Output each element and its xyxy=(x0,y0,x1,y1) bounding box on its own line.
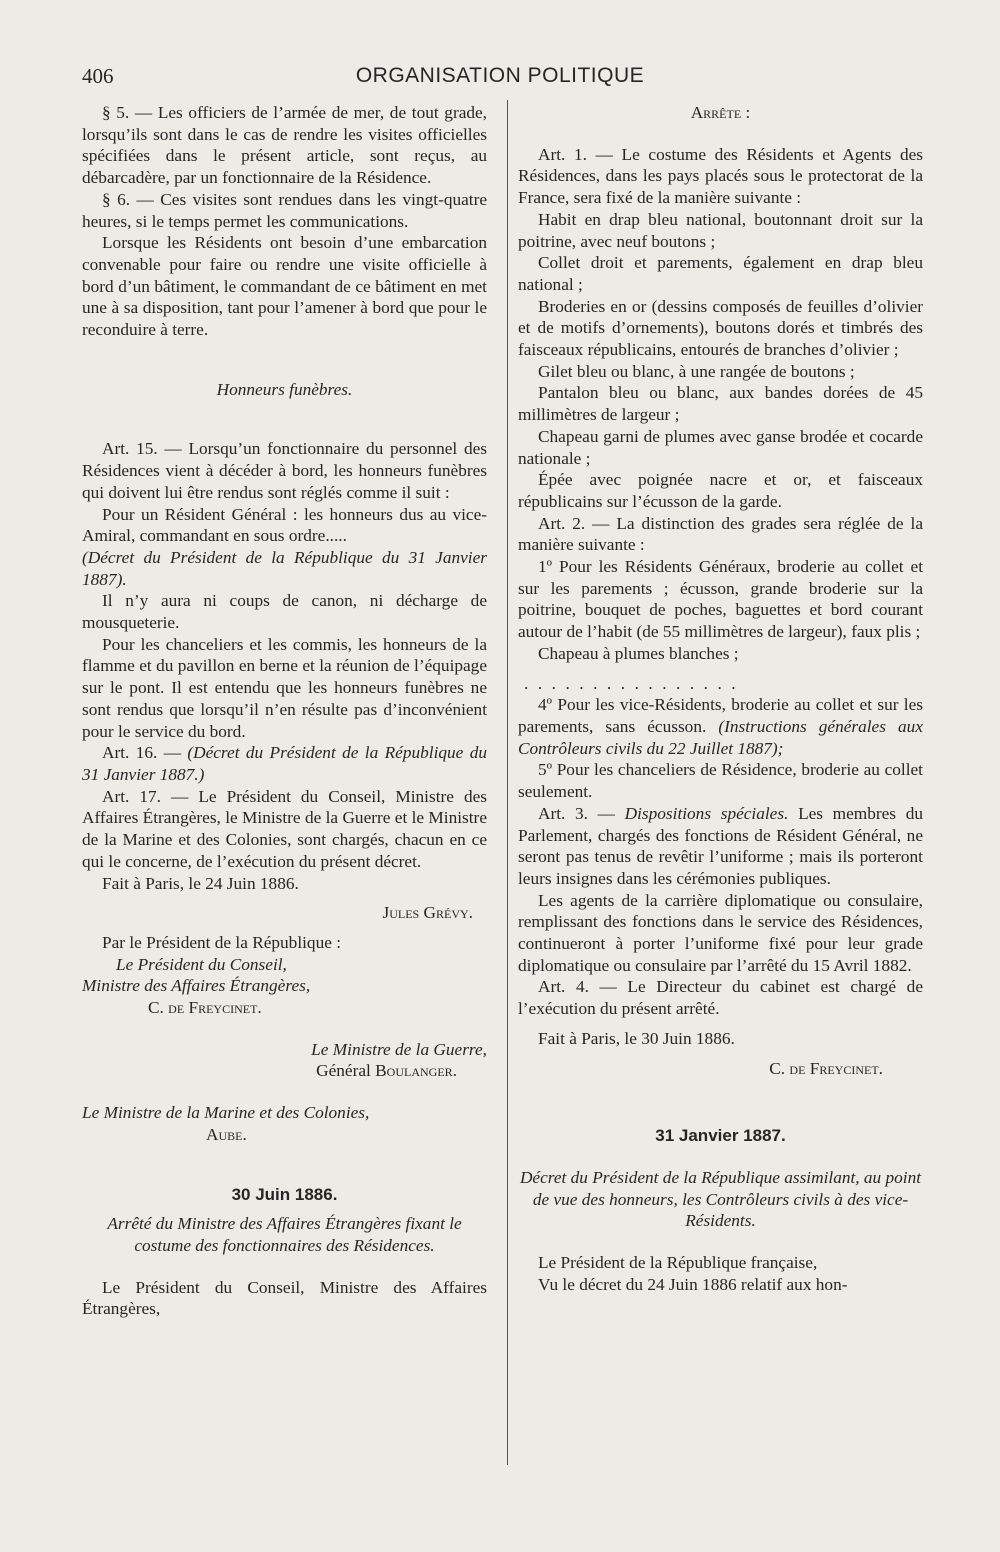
right-column xyxy=(518,102,923,1295)
paragraph-section-5: § 5. — Les officiers de l’armée de mer, de tout grade, lorsqu’ils sont dans le cas de rendre les visites officielles spécifiées dans le présent article, sont reçus, au débarcadère, par un fonctionnaire de la Résidence. xyxy=(82,103,487,188)
item-broderies: Broderies en or (dessins composés de feuilles d’olivier et de motifs d’ornements), boutons dorés et timbrés des faisceaux républicains, entourés de branches d’olivier ; xyxy=(518,296,923,360)
article-15: Art. 15. — Lorsqu’un fonctionnaire du personnel des Résidences vient à décéder à bord, les honneurs funèbres qui doivent lui être rendus sont réglés comme il suit : xyxy=(82,439,487,502)
article-16-reference: (Décret du Président de la République du 31 Janvier 1887.) xyxy=(82,743,487,784)
ministre-marine: Le Ministre de la Marine et des Colonies, xyxy=(82,1103,370,1123)
item-collet: Collet droit et parements, également en drap bleu national ; xyxy=(518,253,923,294)
grade-chapeau-plumes: Chapeau à plumes blanches ; xyxy=(538,643,739,663)
item-epee: Épée avec poignée nacre et or, et faisceaux républicains sur l’écusson de la garde. xyxy=(518,470,923,511)
grade-vice-resident-text: 4º Pour les vice-Résidents, broderie au collet et sur les parements, sans écusson. xyxy=(518,695,923,736)
grade-resident-general: 1º Pour les Résidents Généraux, broderie au collet et sur les parements ; écusson, grande broderie sur la poitrine, bouquet de poches, baguettes et bord courant autour de l’habit (de 55 millimètres de largeur), faux plis ; xyxy=(518,557,923,642)
paragraph-canon: Il n’y aura ni coups de canon, ni décharge de mousqueterie. xyxy=(82,591,487,633)
article-3-text: Les membres du Parlement, chargés des fonctions de Résident Général, ne seront pas tenus de revêtir l’uniforme ; mais ils porteront leurs insignes dans les cérémonies publiques. xyxy=(518,803,923,888)
article-3 xyxy=(518,803,923,890)
running-title: ORGANISATION POLITIQUE xyxy=(355,64,645,87)
article-2: Art. 2. — La distinction des grades sera réglée de la manière suivante : xyxy=(518,513,923,555)
item-habit: Habit en drap bleu national, boutonnant droit sur la poitrine, avec neuf boutons ; xyxy=(518,209,923,251)
article-3-title: Dispositions spéciales. xyxy=(624,803,789,823)
par-le-president: Par le Président de la République : xyxy=(102,932,342,952)
article-3-label: Art. 3. — xyxy=(538,803,615,823)
grade-vice-resident-reference: (Instructions générales aux Contrôleurs civils du 22 Juillet 1887); xyxy=(518,716,923,758)
fait-paris-30-juin: Fait à Paris, le 30 Juin 1886. xyxy=(538,1028,735,1048)
ellipsis-dots: ................ xyxy=(524,673,746,693)
vu-le-decret: Vu le décret du 24 Juin 1886 relatif aux hon- xyxy=(538,1274,848,1294)
item-chapeau: Chapeau garni de plumes avec ganse brodée et cocarde nationale ; xyxy=(518,426,923,468)
fait-paris-1886: Fait à Paris, le 24 Juin 1886. xyxy=(102,873,299,893)
signature-freycinet-left: C. de Freycinet. xyxy=(148,998,262,1018)
item-pantalon: Pantalon bleu ou blanc, aux bandes dorées de 45 millimètres de largeur ; xyxy=(518,383,923,425)
president-du-conseil: Le Président du Conseil, xyxy=(116,954,287,974)
arrete-title: Arrêté du Ministre des Affaires Étrangères fixant le costume des fonctionnaires des Résidences. xyxy=(107,1214,462,1255)
signature-freycinet-right: C. de Freycinet. xyxy=(769,1058,883,1078)
president-republique-francaise: Le Président de la République française, xyxy=(538,1253,818,1273)
signature-aube: Aube. xyxy=(206,1124,247,1144)
item-gilet: Gilet bleu ou blanc, à une rangée de boutons ; xyxy=(538,361,855,381)
signature-boulanger xyxy=(82,1060,487,1082)
grade-chanceliers: 5º Pour les chanceliers de Résidence, broderie au collet seulement. xyxy=(518,760,923,802)
signature-boulanger-rank: Général xyxy=(316,1061,371,1081)
signature-grevy: Jules Grévy. xyxy=(382,903,473,923)
article-4: Art. 4. — Le Directeur du cabinet est chargé de l’exécution du présent arrêté. xyxy=(518,977,923,1019)
paragraph-section-6: § 6. — Ces visites sont rendues dans les vingt-quatre heures, si le temps permet les communications. xyxy=(82,189,487,231)
column-divider xyxy=(507,100,508,1465)
paragraph-embarcation: Lorsque les Résidents ont besoin d’une embarcation convenable pour faire ou rendre une visite officielle à bord d’un bâtiment, le commandant de ce bâtiment en met une à sa disposition, tant pour l’amener à bord que pour le reconduire à terre. xyxy=(82,233,487,340)
date-heading-30-juin-1886: 30 Juin 1886. xyxy=(231,1184,338,1204)
article-16-label: Art. 16. — xyxy=(102,743,181,763)
page-number: 406 xyxy=(82,64,114,88)
paragraph-agents: Les agents de la carrière diplomatique ou consulaire, remplissant des fonctions dans le service des Résidences, continueront à porter l’uniforme fixé pour leur grade diplomatique ou consulaire par l’arrêté du 15 Avril 1882. xyxy=(518,890,923,975)
ministre-guerre: Le Ministre de la Guerre, xyxy=(311,1039,487,1059)
paragraph-chanceliers: Pour les chanceliers et les commis, les honneurs de la flamme et du pavillon en berne et la réunion de l’équipage sur le pont. Il est entendu que les honneurs funèbres ne sont rendus que lorsqu’il n’en résulte pas d’inconvénient pour le service du bord. xyxy=(82,634,487,741)
arrete-heading: Arrête : xyxy=(690,103,751,122)
section-heading-funebres: Honneurs funèbres. xyxy=(216,379,353,399)
article-16 xyxy=(82,742,487,785)
article-17: Art. 17. — Le Président du Conseil, Ministre des Affaires Étrangères, le Ministre de la Guerre et le Ministre de la Marine et des Colonies, sont chargés, chacun en ce qui le concerne, de l’exécution du présent décret. xyxy=(82,786,487,871)
date-heading-31-janvier-1887: 31 Janvier 1887. xyxy=(655,1126,786,1146)
article-15-reference: (Décret du Président de la République du 31 Janvier 1887). xyxy=(82,547,487,589)
preamble-president-conseil: Le Président du Conseil, Ministre des Affaires Étrangères, xyxy=(82,1277,487,1319)
left-column xyxy=(82,102,487,1320)
article-1: Art. 1. — Le costume des Résidents et Agents des Résidences, dans les pays placés sous le protectorat de la France, sera fixé de la manière suivante : xyxy=(518,144,923,208)
ministre-affaires-etrangeres: Ministre des Affaires Étrangères, xyxy=(82,976,311,996)
decret-title: Décret du Président de la République assimilant, au point de vue des honneurs, les Contrôleurs civils à des vice-Résidents. xyxy=(519,1167,922,1231)
article-15-resident: Pour un Résident Général : les honneurs dus au vice-Amiral, commandant en sous ordre..... xyxy=(82,504,487,546)
grade-vice-resident xyxy=(518,694,923,759)
signature-boulanger-name: Boulanger. xyxy=(375,1061,457,1081)
